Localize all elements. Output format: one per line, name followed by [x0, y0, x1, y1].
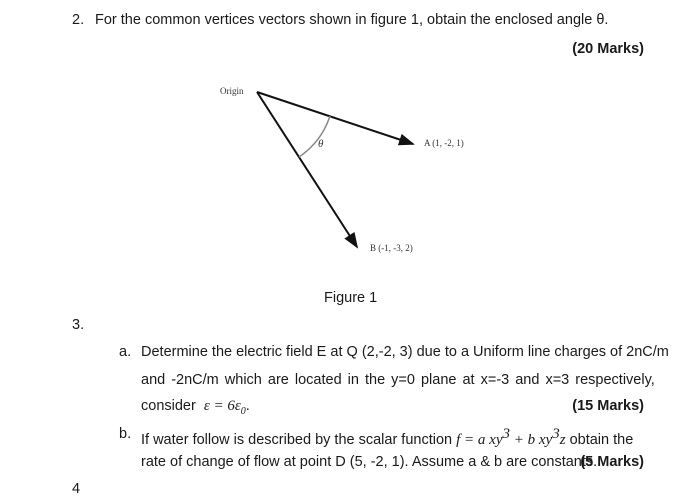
- angle-arc: [299, 116, 330, 157]
- figure-caption: Figure 1: [324, 290, 378, 306]
- part-b-line-2: rate of change of flow at point D (5, -2, 1). Assume a & b are constants.: [141, 454, 598, 470]
- part-b-label: b.: [119, 426, 132, 442]
- part-a-line-3: [141, 398, 250, 417]
- origin-label: Origin: [220, 86, 244, 96]
- func-xy: xy: [485, 432, 503, 448]
- func-b: b: [527, 432, 536, 448]
- question-2-marks: (20 Marks): [572, 41, 644, 57]
- part-a-label: a.: [119, 344, 132, 360]
- func-exp-1: 3: [502, 426, 510, 442]
- func-eq: =: [460, 432, 478, 448]
- period: .: [245, 398, 250, 414]
- question-2-text: For the common vertices vectors shown in figure 1, obtain the enclosed angle θ.: [95, 12, 609, 28]
- permittivity-expression: [203, 398, 246, 417]
- vector-b-arrow: [257, 92, 357, 247]
- point-a-label: A (1, -2, 1): [424, 138, 464, 148]
- vector-a-arrow: [257, 92, 413, 144]
- func-exp-2: 3: [552, 426, 560, 442]
- func-z: z: [559, 432, 566, 448]
- part-a-marks: (15 Marks): [572, 398, 644, 414]
- part-a-line-1: Determine the electric field E at Q (2,-2, 3) due to a Uniform line charges of 2nC/m: [141, 344, 669, 360]
- question-2-number: 2.: [72, 12, 85, 28]
- func-f: f: [456, 432, 461, 448]
- scalar-function: [456, 426, 566, 448]
- theta-label: θ: [318, 138, 324, 150]
- point-b-label: B (-1, -3, 2): [370, 243, 413, 253]
- question-3-number: 3.: [72, 317, 85, 333]
- func-a: a: [477, 432, 486, 448]
- part-b-marks: (5 Marks): [580, 454, 644, 470]
- epsilon-math: ε = 6ε: [203, 398, 241, 414]
- question-4-number: 4: [72, 481, 81, 497]
- func-xy-2: xy: [535, 432, 553, 448]
- part-b-line-1: [141, 426, 633, 449]
- part-b-suffix: obtain the: [565, 432, 634, 448]
- consider-text: consider: [141, 398, 196, 414]
- part-b-prefix: If water follow is described by the scalar function: [141, 432, 453, 448]
- epsilon-subscript: 0: [240, 406, 246, 417]
- part-a-line-2: and -2nC/m which are located in the y=0 plane at x=-3 and x=3 respectively,: [141, 372, 655, 388]
- func-plus: +: [510, 432, 528, 448]
